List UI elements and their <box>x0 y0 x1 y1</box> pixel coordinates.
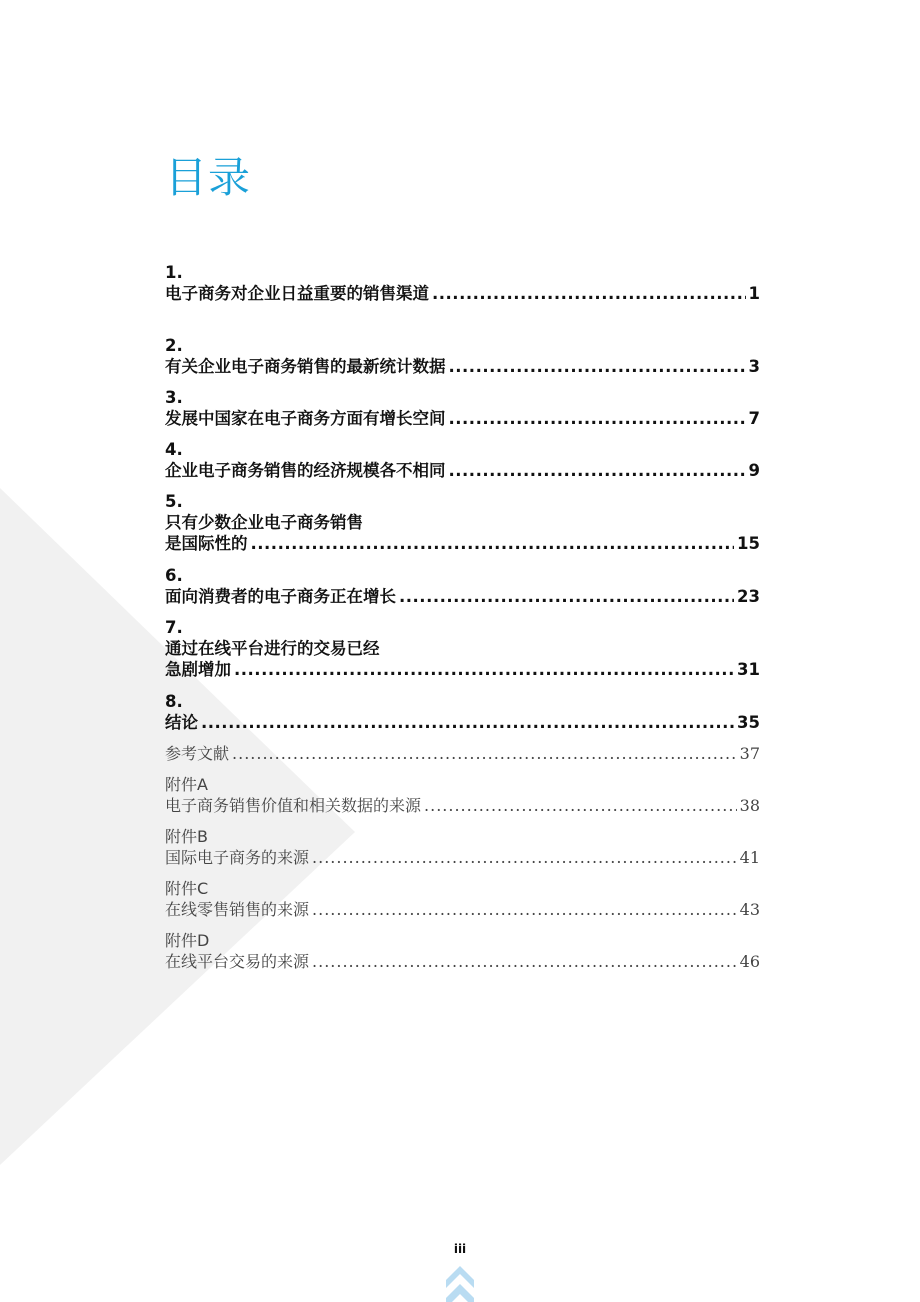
chapter-number: 3. <box>165 388 183 407</box>
page-number: 38 <box>739 796 760 815</box>
annex-number: 附件D <box>165 931 210 950</box>
dot-leader <box>399 586 734 607</box>
page-title: 目录 <box>165 153 252 202</box>
page-number: 7 <box>748 409 760 428</box>
toc-annex[interactable] <box>165 774 760 816</box>
footer-page-number: iii <box>453 1242 467 1256</box>
chapter-number: 4. <box>165 440 183 459</box>
chapter-number: 7. <box>165 618 183 637</box>
toc-references[interactable] <box>165 743 760 764</box>
dot-leader <box>312 951 737 972</box>
chapter-number: 1. <box>165 263 183 282</box>
chapter-title: 有关企业电子商务销售的最新统计数据 <box>165 357 446 376</box>
page-number: 35 <box>737 713 760 732</box>
page-number: 3 <box>748 357 760 376</box>
page-number: 43 <box>739 900 760 919</box>
annex-title: 电子商务销售价值和相关数据的来源 <box>165 796 422 815</box>
dot-leader <box>201 712 734 733</box>
annex-title: 在线平台交易的来源 <box>165 952 310 971</box>
page-number: 9 <box>748 461 760 480</box>
toc-entry[interactable] <box>165 565 760 607</box>
chapter-title: 是国际性的 <box>165 534 248 553</box>
toc-entry[interactable] <box>165 691 760 733</box>
page-number: 46 <box>739 952 760 971</box>
annex-title: 国际电子商务的来源 <box>165 848 310 867</box>
toc-annex[interactable] <box>165 826 760 868</box>
annex-title: 在线零售销售的来源 <box>165 900 310 919</box>
chapter-number: 8. <box>165 692 183 711</box>
chapter-title: 急剧增加 <box>165 660 231 679</box>
toc-entry[interactable] <box>165 617 760 680</box>
chapter-title-line-1: 通过在线平台进行的交易已经 <box>165 639 380 658</box>
chapter-title: 电子商务对企业日益重要的销售渠道 <box>165 284 429 303</box>
dot-leader <box>251 533 735 554</box>
page-number: 15 <box>737 534 760 553</box>
references-title: 参考文献 <box>165 744 230 763</box>
chapter-title: 面向消费者的电子商务正在增长 <box>165 587 396 606</box>
annex-number: 附件B <box>165 827 208 846</box>
page-number: 1 <box>748 284 760 303</box>
page-number: 31 <box>737 660 760 679</box>
toc-annex[interactable] <box>165 930 760 972</box>
chapter-number: 2. <box>165 336 183 355</box>
dot-leader <box>234 659 734 680</box>
chapter-title: 发展中国家在电子商务方面有增长空间 <box>165 409 446 428</box>
chapter-title: 企业电子商务销售的经济规模各不相同 <box>165 461 446 480</box>
dot-leader <box>449 408 746 429</box>
toc-entry[interactable] <box>165 439 760 481</box>
toc-entry[interactable] <box>165 335 760 377</box>
annex-number: 附件C <box>165 879 209 898</box>
dot-leader <box>432 283 746 304</box>
double-chevron-up-icon[interactable] <box>444 1264 476 1302</box>
page-number: 41 <box>739 848 760 867</box>
toc-entry[interactable] <box>165 262 760 304</box>
toc-annex[interactable] <box>165 878 760 920</box>
dot-leader <box>312 847 737 868</box>
chapter-number: 6. <box>165 566 183 585</box>
chapter-number: 5. <box>165 492 183 511</box>
dot-leader <box>449 356 746 377</box>
chapter-title-line-1: 只有少数企业电子商务销售 <box>165 513 363 532</box>
chapter-title: 结论 <box>165 713 198 732</box>
page-number: 23 <box>737 587 760 606</box>
page-number: 37 <box>739 744 760 763</box>
dot-leader <box>449 460 746 481</box>
toc-entry[interactable] <box>165 387 760 429</box>
toc-entry[interactable] <box>165 491 760 554</box>
dot-leader <box>424 795 737 816</box>
dot-leader <box>232 743 737 764</box>
annex-number: 附件A <box>165 775 208 794</box>
dot-leader <box>312 899 737 920</box>
